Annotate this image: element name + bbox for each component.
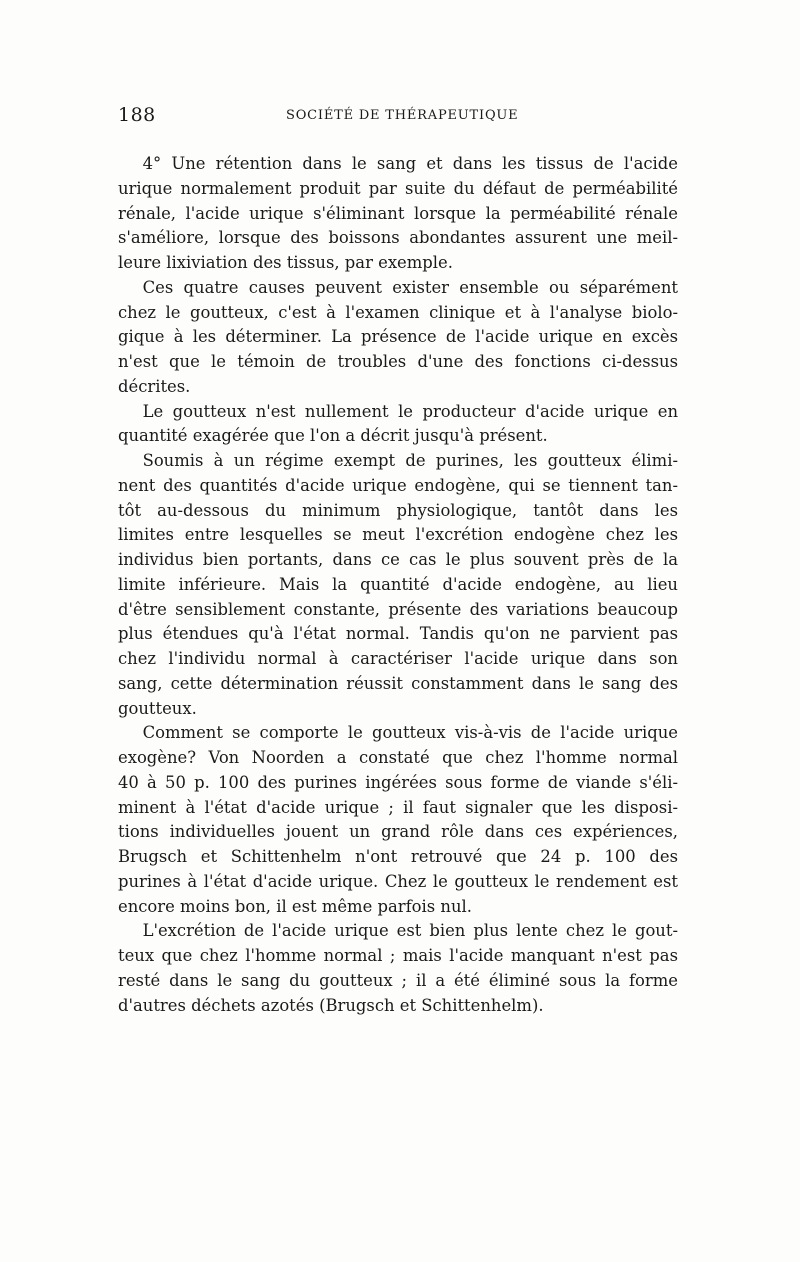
text-line: rénale, l'acide urique s'éliminant lorsque la perméabilité rénale bbox=[118, 203, 678, 223]
text-line: individus bien portants, dans ce cas le plus souvent près de la bbox=[118, 550, 678, 569]
text-line: goutteux. bbox=[118, 698, 197, 718]
page-header bbox=[118, 104, 678, 132]
text-line: gique à les déterminer. La présence de l'acide urique en excès bbox=[118, 327, 678, 347]
text-line: limite inférieure. Mais la quantité d'acide endogène, au lieu bbox=[118, 574, 678, 594]
text-line: d'autres déchets azotés (Brugsch et Schittenhelm). bbox=[118, 995, 544, 1015]
body-text bbox=[118, 152, 678, 1018]
text-line: Le goutteux n'est nullement le producteur d'acide urique en bbox=[118, 401, 678, 421]
text-line: limites entre lesquelles se meut l'excrétion endogène chez les bbox=[118, 525, 678, 545]
text-line: n'est que le témoin de troubles d'une des fonctions ci-dessus bbox=[118, 352, 678, 371]
text-line: tôt au-dessous du minimum physiologique, tantôt dans les bbox=[118, 500, 678, 520]
text-line: d'être sensiblement constante, présente des variations beaucoup bbox=[118, 599, 678, 619]
text-line: chez le goutteux, c'est à l'examen clinique et à l'analyse biolo- bbox=[118, 302, 678, 322]
text-line: nent des quantités d'acide urique endogène, qui se tiennent tan- bbox=[118, 475, 678, 495]
text-line: Brugsch et Schittenhelm n'ont retrouvé que 24 p. 100 des bbox=[118, 847, 678, 866]
text-line: urique normalement produit par suite du défaut de perméabilité bbox=[118, 178, 678, 198]
text-line: plus étendues qu'à l'état normal. Tandis qu'on ne parvient pas bbox=[118, 624, 678, 644]
text-line: exogène? Von Noorden a constaté que chez l'homme normal bbox=[118, 748, 678, 767]
text-line: 40 à 50 p. 100 des purines ingérées sous forme de viande s'éli- bbox=[118, 772, 678, 792]
text-line: s'améliore, lorsque des boissons abondantes assurent une meil- bbox=[118, 228, 678, 248]
text-line: Comment se comporte le goutteux vis-à-vis de l'acide urique bbox=[118, 723, 678, 743]
text-line: L'excrétion de l'acide urique est bien plus lente chez le gout- bbox=[118, 921, 678, 941]
text-line: sang, cette détermination réussit constamment dans le sang des bbox=[118, 673, 678, 693]
text-line: teux que chez l'homme normal ; mais l'acide manquant n'est pas bbox=[118, 946, 678, 965]
text-line: quantité exagérée que l'on a décrit jusqu'à présent. bbox=[118, 426, 548, 446]
text-line: tions individuelles jouent un grand rôle dans ces expériences, bbox=[118, 822, 678, 842]
text-line: leure lixiviation des tissus, par exemple. bbox=[118, 253, 453, 272]
text-line: Ces quatre causes peuvent exister ensemble ou séparément bbox=[118, 277, 678, 297]
text-line: chez l'individu normal à caractériser l'acide urique dans son bbox=[118, 649, 678, 668]
text-line: purines à l'état d'acide urique. Chez le goutteux le rendement est bbox=[118, 871, 678, 891]
page-number: 188 bbox=[118, 104, 156, 126]
text-line: 4° Une rétention dans le sang et dans les tissus de l'acide bbox=[118, 154, 678, 173]
running-head: SOCIÉTÉ DE THÉRAPEUTIQUE bbox=[286, 108, 519, 123]
text-line: encore moins bon, il est même parfois nul. bbox=[118, 896, 472, 916]
text-line: Soumis à un régime exempt de purines, les goutteux élimi- bbox=[118, 451, 678, 470]
text-line: minent à l'état d'acide urique ; il faut signaler que les disposi- bbox=[118, 797, 678, 817]
text-line: décrites. bbox=[118, 376, 191, 396]
text-line: resté dans le sang du goutteux ; il a été éliminé sous la forme bbox=[118, 970, 678, 990]
